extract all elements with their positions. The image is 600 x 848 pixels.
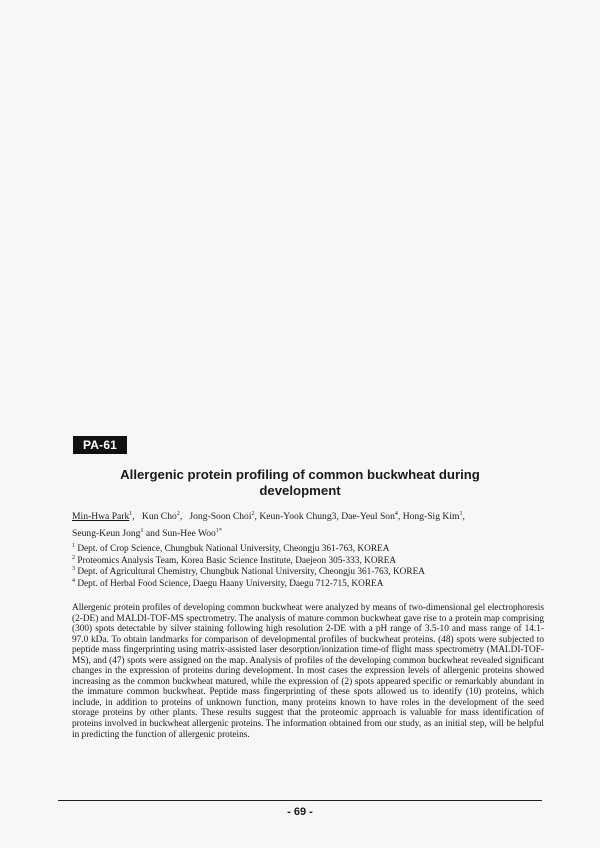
author: [189, 511, 254, 522]
author: [403, 511, 463, 522]
author-affiliation-mark: 1: [140, 527, 144, 534]
author-name: Dae-Yeul Son: [341, 511, 395, 522]
author-name: Sun-Hee Woo: [162, 527, 216, 539]
affiliation-number: 3: [72, 565, 75, 572]
footer-divider: [58, 800, 542, 801]
author-affiliation-mark: 2: [251, 510, 255, 517]
author-affiliation-mark: 1: [129, 510, 133, 517]
affiliation-item: [72, 567, 542, 579]
affiliation-number: 1: [72, 542, 75, 549]
author: [142, 511, 180, 522]
affiliation-text: Dept. of Crop Science, Chungbuk National University, Cheongju 361-763, KOREA: [77, 544, 390, 554]
affiliation-item: [72, 556, 542, 568]
affiliation-text: Dept. of Herbal Food Science, Daegu Haany University, Daegu 712-715, KOREA: [77, 578, 384, 589]
author: [162, 528, 222, 539]
author-affiliation-mark: 4: [394, 510, 398, 517]
author: [72, 511, 132, 522]
affiliation-number: 2: [72, 554, 75, 561]
author-name: Min-Hwa Park: [72, 511, 130, 522]
author-name: Keun-Yook Chung3: [259, 511, 337, 522]
author-conjunction: and: [145, 527, 160, 539]
paper-title: Allergenic protein profiling of common buckwheat during development: [120, 467, 480, 498]
author: [259, 511, 336, 522]
author-name: Kun Cho: [141, 511, 177, 522]
author: [72, 528, 143, 539]
page-number: - 69 -: [287, 806, 313, 818]
author-list: Min-Hwa Park$^1$, Kun Cho$^2$, Jong-Soon Choi$^2$, Keun-Yook Chung3, Dae-Yeul Son$^4$, Hong-Sig Kim$^1$, Seung-Keun Jong$^1$ and Sun-Hee Woo$^{1*}$: [72, 510, 465, 539]
author-affiliation-mark: 2: [176, 510, 180, 517]
affiliation-item: [72, 579, 542, 591]
abstract-text: Allergenic protein profiles of developing common buckwheat were analyzed by means of two-dimensional gel electrophoresis (2-DE) and MALDI-TOF-MS spectrometry. The analysis of mature common buckwheat gave rise to a protein map comprising (300) spots detectable by silver staining following high resolution 2-DE with a pH range of 3.5-10 and mass range of 14.1-97.0 kDa. To obtain landmarks for comparison of developmental profiles of buckwheat proteins. (48) spots were subjected to peptide mass fingerprinting using matrix-assisted laser desorption/ionization time-of flight mass spectrometry (MALDI-TOF-MS), and (47) spots were assigned on the map. Analysis of profiles of the developing common buckwheat revealed significant changes in the expression of proteins during development. In most cases the expression levels of allergenic proteins showed increasing as the common buckwheat matured, while the expression of (2) spots appeared specific or remarkably abundant in the immature common buckwheat. Peptide mass fingerprinting of these spots allowed us to identify (10) proteins, which include, in addition to proteins of unknown function, many proteins known to have roles in the development of the seed storage proteins by other plants. These results suggest that the proteomic approach is valuable for mass identification of proteins involved in buckwheat allergenic proteins. The information obtained from our study, as an initial step, will be helpful in predicting the function of allergenic proteins.: [72, 603, 544, 740]
abstract-id-tag: PA-61: [73, 436, 127, 454]
affiliation-item: [72, 544, 542, 556]
affiliation-text: Proteomics Analysis Team, Korea Basic Science Institute, Daejeon 305-333, KOREA: [77, 555, 397, 566]
affiliation-number: 4: [72, 577, 75, 584]
author-name: Jong-Soon Choi: [189, 511, 252, 522]
affiliation-text: Dept. of Agricultural Chemistry, Chungbuk National University, Cheongju 361-763, KOREA: [77, 567, 425, 577]
affiliation-list: [72, 544, 542, 590]
author-affiliation-mark: 1*: [215, 527, 222, 534]
author-affiliation-mark: 1: [459, 510, 463, 517]
author-name: Seung-Keun Jong: [72, 527, 141, 539]
author: [341, 511, 398, 522]
author-name: Hong-Sig Kim: [402, 511, 460, 522]
